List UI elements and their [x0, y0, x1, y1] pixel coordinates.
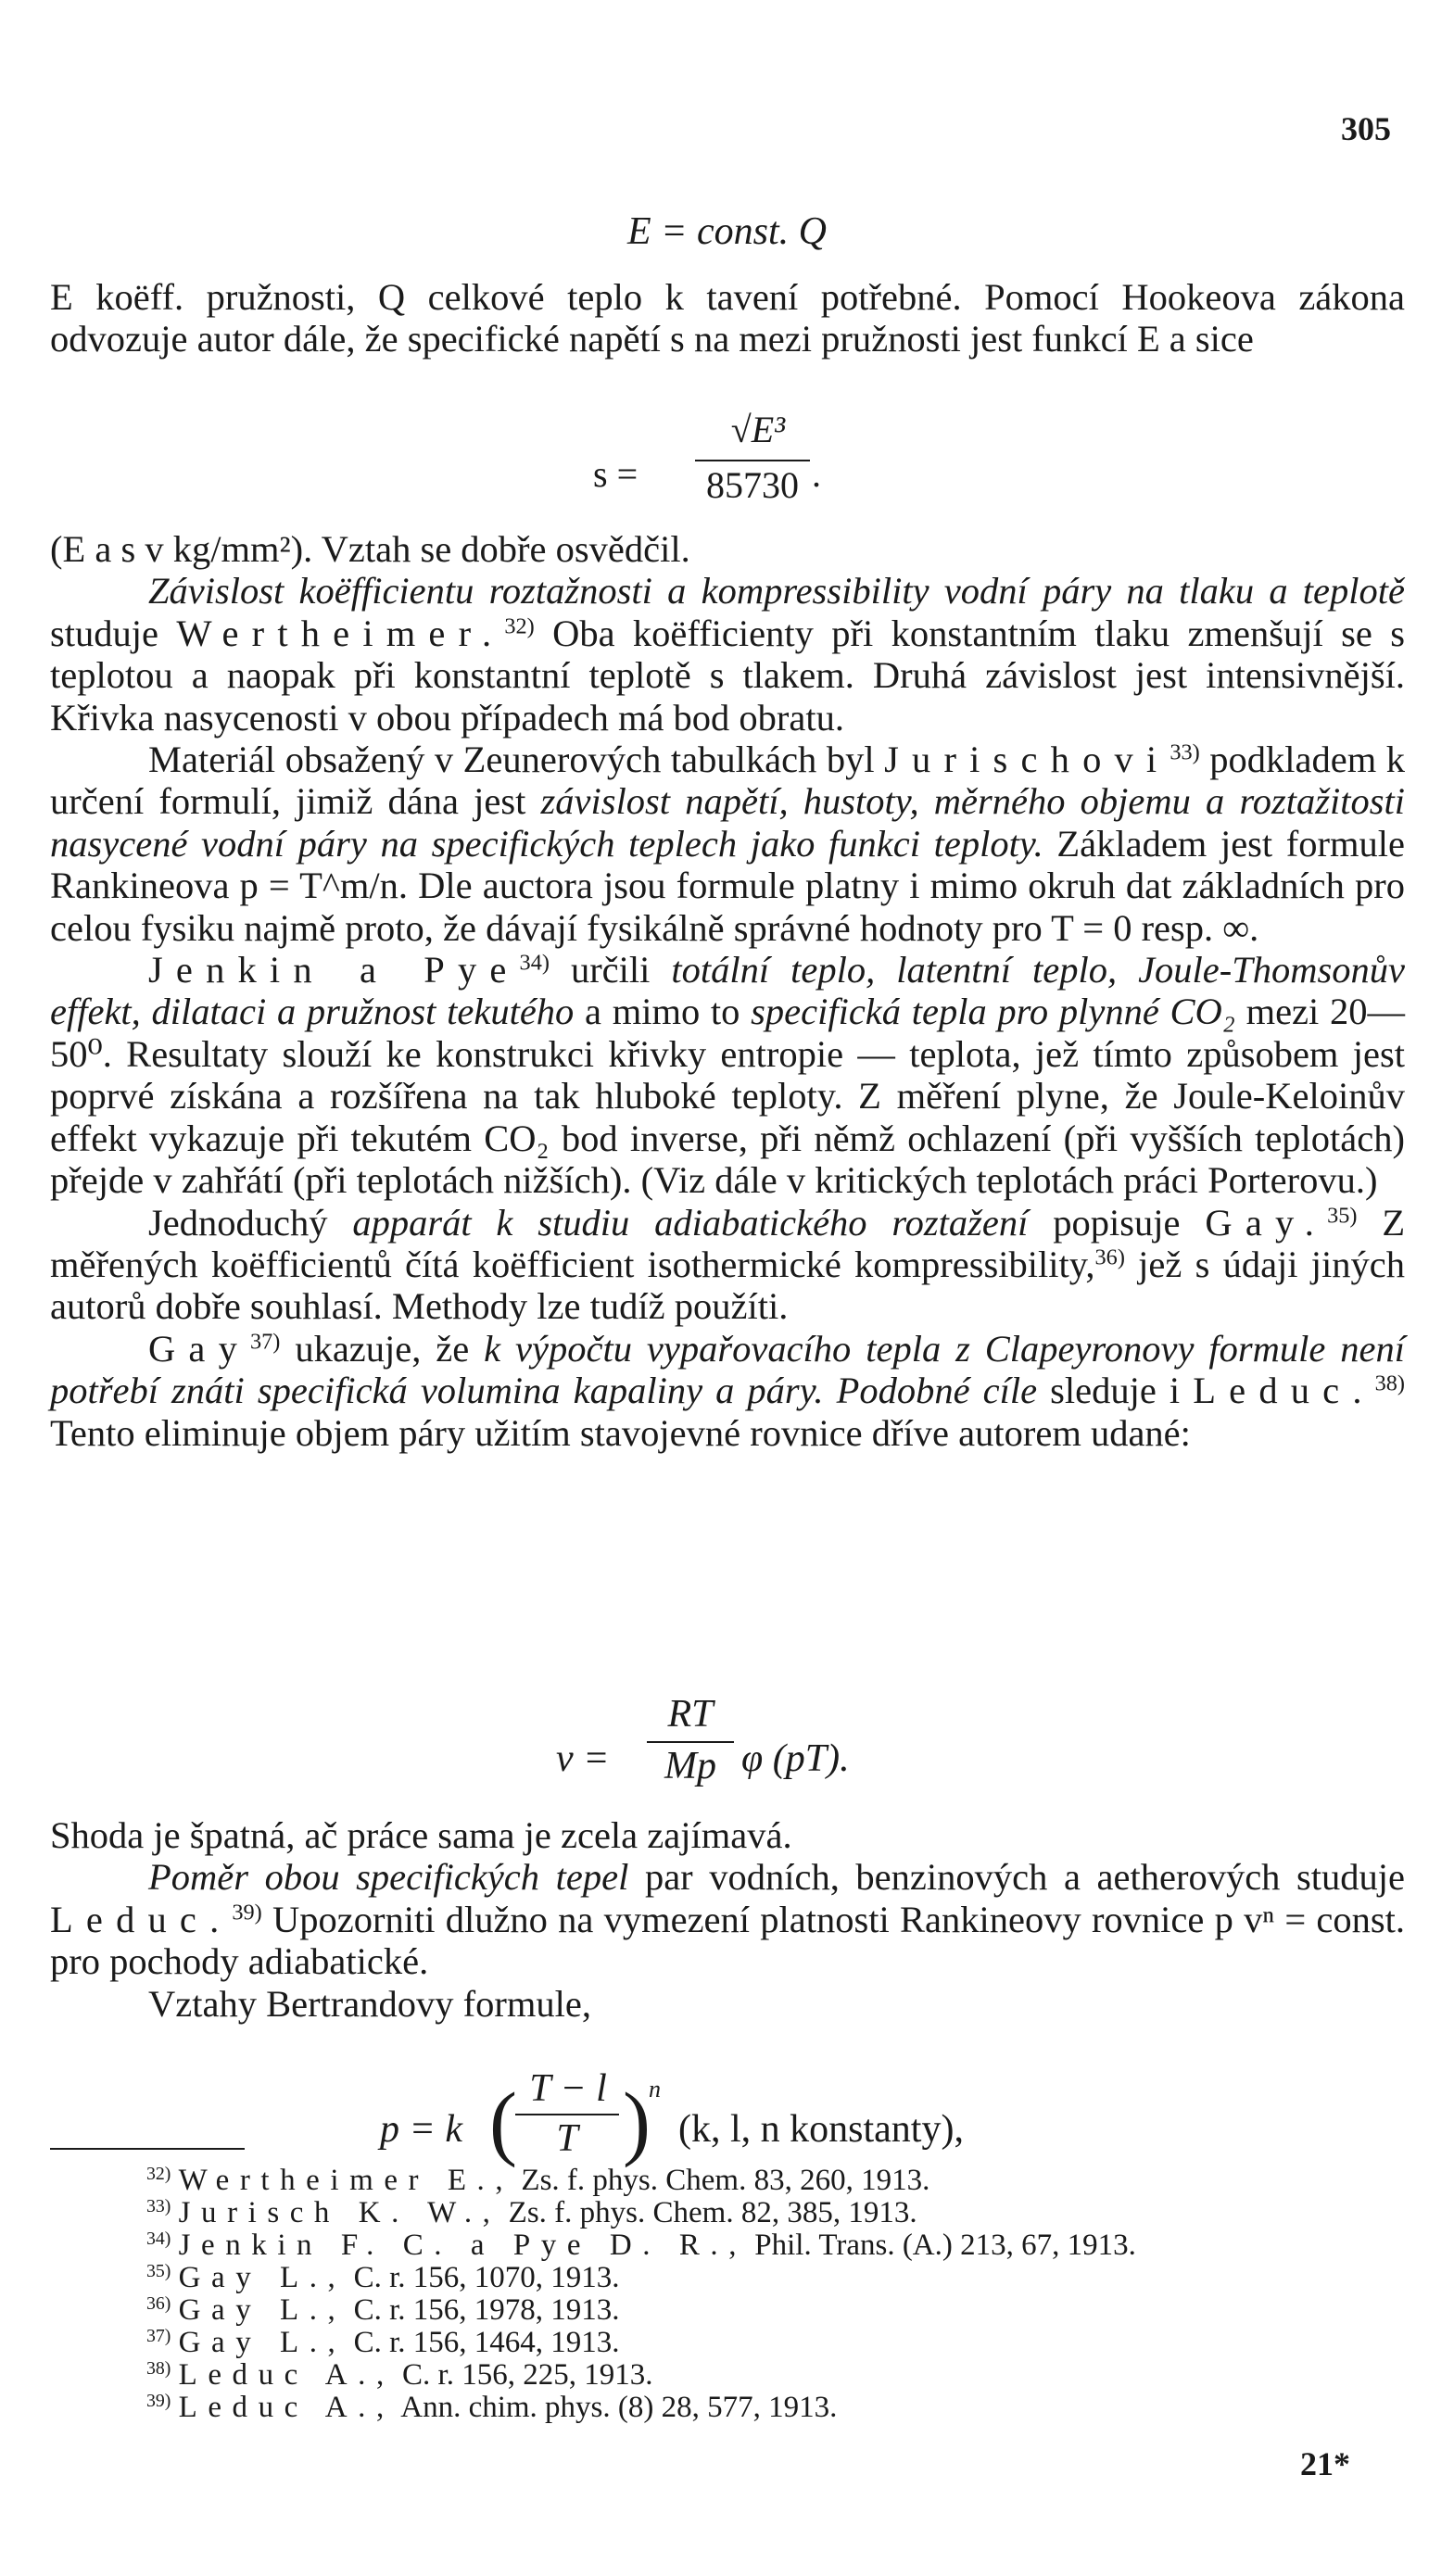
paragraph-6-italic: apparát k studiu adiabatického roztažení [352, 1201, 1029, 1244]
footnote-author: Jenkin F. C. a Pye D. R., [178, 2229, 747, 2262]
equation-stress [593, 406, 853, 508]
paragraph-7-b: sleduje i [1050, 1370, 1181, 1412]
equation-state-denominator: Mp [664, 1745, 716, 1787]
footnote-33 [146, 2197, 1351, 2229]
footnote-34 [146, 2229, 1351, 2262]
paragraph-7-a: ukazuje, že [295, 1327, 470, 1370]
right-paren: ) [623, 2077, 651, 2168]
footnote-number: 35) [146, 2261, 171, 2282]
equation-elasticity: E = const. Q [627, 210, 827, 253]
paragraph-4-c: Základem jest formule Rankineova p = T^m/n. Dle auctora jsou formule platny i mimo okruh dat základních pro celou fysiku najmě proto, že dávají fysikálně správné hodnoty pro T = 0 resp. ∞. [50, 822, 1406, 949]
equation-state-rest: φ (pT). [741, 1737, 850, 1780]
author-gay-2: Gay [148, 1327, 250, 1370]
text-block-bottom [50, 1814, 1405, 2025]
signature-mark: 21* [1300, 2445, 1350, 2482]
footnote-ref-34[interactable]: 34) [519, 950, 550, 976]
paragraph-4-italic: závislost napětí, hustoty, měrného objemu a roztažitosti nasycené vodní páry na specifických teplech jako funkci teploty. [50, 780, 1406, 865]
paragraph-3-italic: Závislost koëfficientu roztažnosti a kompressibility vodní páry na tlaku a teplotě [148, 570, 1405, 612]
paragraph-6-d: jež s údaji jiných autorů dobře souhlasí. Methody lze tudíž použíti. [50, 1243, 1406, 1328]
paragraph-4 [50, 739, 1405, 949]
equation-stress-end: . [812, 453, 821, 495]
footnote-author: Jurisch K. W., [178, 2196, 501, 2229]
equation-bertrand-exponent: n [649, 2076, 661, 2102]
paragraph-6-a: Jednoduchý [148, 1201, 328, 1244]
equation-bertrand-numerator: T − l [529, 2067, 607, 2110]
author-wertheimer: Wertheimer. [176, 612, 505, 654]
footnote-number: 38) [146, 2358, 171, 2380]
footnote-38 [146, 2359, 1351, 2392]
paragraph-7-c: Tento eliminuje objem páry užitím stavojevné rovnice dříve autorem udané: [50, 1411, 1191, 1454]
paragraph-7-italic: k výpočtu vypařovacího tepla z Clapeyronovy formule není potřebí znáti specifická volumina kapaliny a páry. Podobné cíle [50, 1327, 1406, 1412]
footnote-author: Gay L., [178, 2326, 347, 2359]
text-block-middle [50, 528, 1405, 1454]
footnote-ref-36[interactable]: 36) [1094, 1244, 1125, 1270]
footnote-number: 33) [146, 2196, 171, 2217]
fraction-bar [695, 460, 810, 461]
fraction-bar [515, 2114, 619, 2115]
footnote-author: Gay L., [178, 2261, 347, 2294]
equation-stress-numerator: √E³ [730, 409, 786, 450]
footnote-divider [50, 2148, 245, 2150]
paragraph-4-a: Materiál obsažený v Zeunerových tabulkách byl [148, 739, 875, 781]
footnote-39 [146, 2392, 1351, 2424]
footnote-ref-35[interactable]: 35) [1327, 1203, 1358, 1229]
footnote-author: Wertheimer E., [178, 2164, 514, 2197]
paragraph-10: Vztahy Bertrandovy formule, [148, 1982, 591, 2025]
paragraph-5-italic-2: specifická tepla pro plynné CO₂ [751, 991, 1235, 1033]
paragraph-9-a: par vodních, benzinových a aetherových studuje [644, 1856, 1406, 1899]
footnote-ref-32[interactable]: 32) [504, 613, 535, 639]
paragraph-9-b: Upozorniti dlužno na vymezení platnosti Rankineovy rovnice p vⁿ = const. pro pochody adiabatické. [50, 1898, 1406, 1983]
equation-bertrand-denominator: T [556, 2117, 578, 2160]
footnote-number: 37) [146, 2326, 171, 2347]
author-leduc: Leduc. [1193, 1370, 1375, 1412]
paragraph-5-b: a mimo to [585, 991, 740, 1033]
equation-stress-lhs: s = [593, 453, 638, 495]
footnote-number: 34) [146, 2229, 171, 2250]
paragraph-5-a: určili [570, 949, 651, 991]
footnote-32 [146, 2165, 1351, 2197]
footnote-text: Ann. chim. phys. (8) 28, 577, 1913. [400, 2391, 838, 2424]
fraction-bar [647, 1741, 734, 1743]
footnote-text: C. r. 156, 1464, 1913. [353, 2326, 620, 2359]
footnote-ref-37[interactable]: 37) [250, 1329, 281, 1355]
footnote-text: Phil. Trans. (A.) 213, 67, 1913. [754, 2229, 1136, 2262]
footnote-number: 36) [146, 2293, 171, 2315]
footnote-text: Zs. f. phys. Chem. 83, 260, 1913. [521, 2164, 930, 2197]
equation-stress-denominator: 85730 [706, 464, 799, 506]
equation-bertrand-rest: (k, l, n konstanty), [678, 2108, 964, 2151]
footnote-author: Leduc A., [178, 2358, 395, 2392]
paragraph-2: (E a s v kg/mm²). Vztah se dobře osvědčil. [50, 528, 690, 570]
paragraph-9 [50, 1856, 1405, 1982]
paragraph-3: Závislost koëfficientu roztažnosti a kompressibility vodní páry na tlaku a teplotě studuje Wertheimer.$^{32)}$ Oba koëfficienty při konstantním tlaku zmenšují se s teplotou a naopak při konstantní teplotě s tlakem. Druhá závislost jest intensivnější. Křivka nasycenosti v obou případech má bod obratu. [50, 570, 1405, 739]
left-paren: ( [489, 2077, 517, 2168]
page-number: 305 [1341, 110, 1391, 147]
paragraph-1: E koëff. pružnosti, Q celkové teplo k tavení potřebné. Pomocí Hookeova zákona odvozuje autor dále, že specifické napětí s na mezi pružnosti jest funkcí E a sice [50, 276, 1405, 360]
paragraph-6-c: Z měřených koëfficientů čítá koëfficient isothermické kompressibility, [50, 1201, 1406, 1285]
author-jurisch: Jurischovi [884, 739, 1170, 781]
paragraph-7 [50, 1328, 1405, 1454]
text-block-top [50, 276, 1405, 360]
footnote-text: Zs. f. phys. Chem. 82, 385, 1913. [508, 2196, 917, 2229]
author-jenkin-pye: Jenkin a Pye [148, 949, 520, 991]
footnote-35 [146, 2262, 1351, 2294]
paragraph-5 [50, 949, 1405, 1201]
footnote-number: 32) [146, 2164, 171, 2185]
footnote-37 [146, 2327, 1351, 2359]
footnote-ref-33[interactable]: 33) [1170, 739, 1200, 765]
footnote-ref-39[interactable]: 39) [232, 1900, 262, 1926]
footnote-text: C. r. 156, 1978, 1913. [353, 2293, 620, 2327]
paragraph-8: Shoda je špatná, ač práce sama je zcela zajímavá. [50, 1814, 792, 1856]
author-leduc-2: Leduc. [50, 1898, 233, 1940]
paragraph-6-b: popisuje [1053, 1201, 1181, 1244]
author-gay: Gay. [1205, 1201, 1328, 1244]
footnote-number: 39) [146, 2391, 171, 2412]
equation-bertrand [380, 2063, 1103, 2168]
paragraph-9-italic: Poměr obou specifických tepel [148, 1856, 629, 1899]
equation-state [556, 1692, 945, 1794]
footnote-text: C. r. 156, 225, 1913. [402, 2358, 653, 2392]
equation-bertrand-lhs: p = k [380, 2108, 462, 2151]
paragraph-5-italic-1: totální teplo, latentní teplo, Joule-Thomsonův effekt, dilataci a pružnost tekutého [50, 949, 1406, 1033]
footnote-36 [146, 2294, 1351, 2327]
footnote-text: C. r. 156, 1070, 1913. [353, 2261, 620, 2294]
footnotes [146, 2165, 1351, 2424]
footnote-author: Leduc A., [178, 2391, 395, 2424]
paragraph-3-rest: Oba koëfficienty při konstantním tlaku zmenšují se s teplotou a naopak při konstantní teplotě s tlakem. Druhá závislost jest intensivnější. Křivka nasycenosti v obou případech má bod obratu. [50, 612, 1405, 739]
footnote-author: Gay L., [178, 2293, 347, 2327]
paragraph-6 [50, 1202, 1405, 1328]
paragraph-4-b: podkladem k určení formulí, jimiž dána jest [50, 739, 1406, 823]
paragraph-5-c: mezi 20—50⁰. Resultaty slouží ke konstrukci křivky entropie — teplota, jež tímto způsobem jest poprvé získána a rozšířena na tak hluboké teploty. Z měření plyne, že Joule-Keloinův effekt vykazuje při tekutém CO₂ bod inverse, při němž ochlazení (při vyšších teplotách) přejde v zahřátí (při teplotách nižších). (Viz dále v kritických teplotách práci Porterovu.) [50, 991, 1405, 1202]
footnote-ref-38[interactable]: 38) [1374, 1370, 1406, 1396]
equation-state-numerator: RT [667, 1693, 714, 1736]
equation-state-lhs: v = [556, 1737, 610, 1780]
